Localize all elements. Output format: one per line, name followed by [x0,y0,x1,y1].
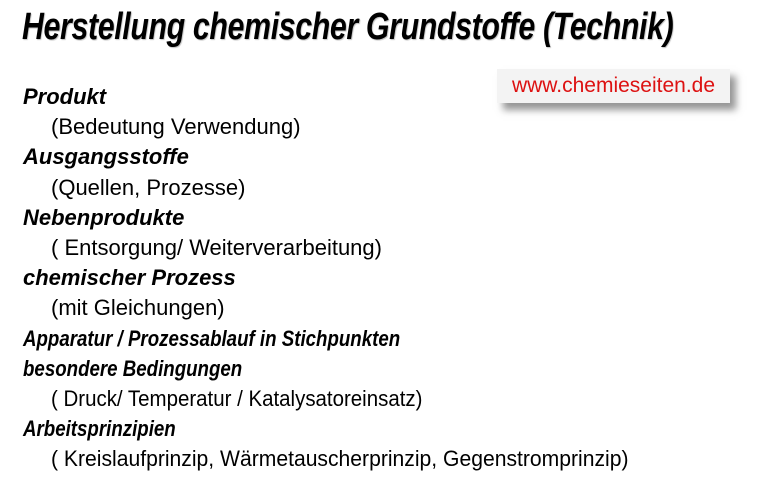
outline-detail-ausgangsstoffe [23,173,653,203]
outline-detail-arbeitsprinzipien [23,444,653,474]
outline-detail-besondere-bedingungen [23,384,653,414]
outline-heading-label: Apparatur / Prozessablauf in Stichpunkten [23,325,401,351]
outline-detail-label: ( Kreislaufprinzip, Wärmetauscherprinzip, Gegenstromprinzip) [51,446,629,472]
outline-detail-chemischer-prozess [23,293,653,323]
outline-detail-label: (mit Gleichungen) [51,295,225,321]
outline-detail-label: (Bedeutung Verwendung) [51,114,301,140]
outline-heading-produkt [23,82,653,112]
page-title: Herstellung chemischer Grundstoffe (Technik) [22,6,674,48]
outline-heading-ausgangsstoffe [23,142,653,172]
outline-heading-label: chemischer Prozess [23,265,236,291]
outline-heading-arbeitsprinzipien [23,414,653,444]
outline-heading-label: Ausgangsstoffe [23,144,189,170]
outline-heading-besondere-bedingungen [23,354,653,384]
outline-detail-produkt [23,112,653,142]
outline-list [23,82,653,474]
outline-detail-nebenprodukte [23,233,653,263]
outline-heading-nebenprodukte [23,203,653,233]
outline-heading-label: besondere Bedingungen [23,355,243,381]
outline-heading-label: Arbeitsprinzipien [23,416,176,442]
outline-heading-label: Nebenprodukte [23,204,185,230]
outline-heading-apparatur [23,324,653,354]
outline-detail-label: (Quellen, Prozesse) [51,174,246,200]
outline-heading-chemischer-prozess [23,263,653,293]
outline-detail-label: ( Entsorgung/ Weiterverarbeitung) [51,234,382,260]
outline-detail-label: ( Druck/ Temperatur / Katalysatoreinsatz) [51,385,423,411]
outline-heading-label: Produkt [23,84,107,109]
watermark-url-text: www.chemieseiten.de [511,74,716,97]
